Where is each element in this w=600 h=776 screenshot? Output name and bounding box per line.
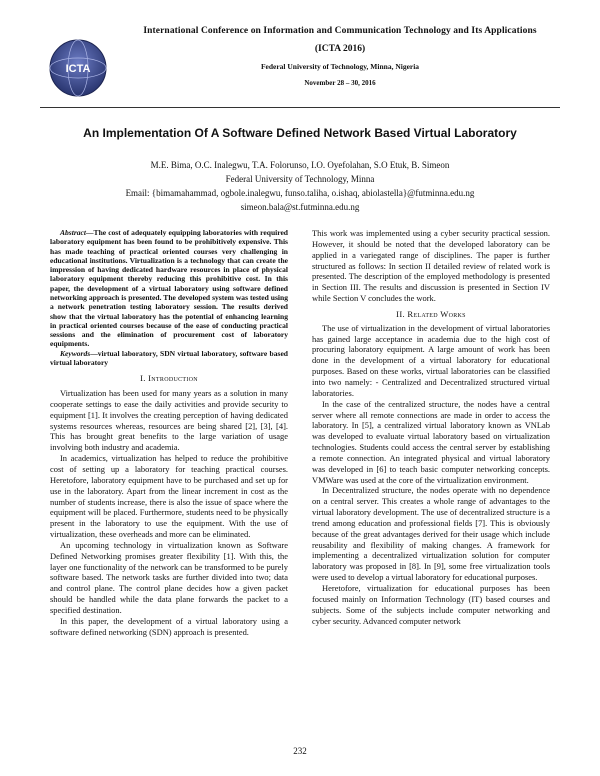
abstract-text: —The cost of adequately equipping laboratories with required laboratory equipment has been found to be prohibitively expensive. This has made teaching of practical oriented courses very challenging in educational institutions. Virtualization is a technology that can create the impression of having dedicated hardware resources in place of physical laboratory equipment thereby reducing this prohibitive cost. In this paper, the development of a virtual laboratory using software defined networking approach is presented. The developed system was tested using a network penetration testing laboratory session. The results derived show that the virtual laboratory has the potential of enhancing learning in practical oriented courses because of the ease of conducting practical sessions and the elimination of procurement cost of laboratory equipments.	[50, 228, 288, 349]
keywords-label: Keywords	[60, 348, 91, 358]
paragraph: The use of virtualization in the development of virtual laboratories has gained large acceptance in academia due to the high cost of procuring laboratory equipment. A large amount of work has been done in the development of a virtual laboratory for educational purposes. Based on these works, virtual laboratories can be classified into two namely: - Centralized and Decentralized structured virtual laboratories.	[312, 322, 550, 398]
keywords-text: —virtual laboratory, SDN virtual laboratory, software based virtual laboratory	[50, 348, 288, 367]
right-column	[312, 228, 550, 626]
conference-header	[40, 20, 560, 106]
section-number: II.	[396, 308, 405, 319]
paragraph: In the case of the centralized structure, the nodes have a central server where all remote connections are made in order to access the laboratory. In [5], a centralized virtual laboratory known as VNLab was developed to evaluate virtual laboratory based on virtualization technologies. Students could access the central server by establishing a remote connection. An integrated physical and virtual laboratory was developed in [6] to teach basic computer networking concepts. VMWare was used at the core of the virtualization environment.	[312, 398, 550, 485]
affiliation: Federal University of Technology, Minna	[225, 174, 375, 184]
section-title: Introduction	[148, 373, 198, 384]
conference-logo	[48, 38, 108, 98]
svg-text:ICTA: ICTA	[65, 63, 91, 75]
page-number: 232	[293, 746, 307, 756]
paragraph: In academics, virtualization has helped to reduce the prohibitive cost of setting up a laboratory for teaching practical courses. Heretofore, laboratory equipment have to be purchased and set up for use in the laboratory. Apart from the linear increment in cost as the number of students increase, there is also the issue of space where the equipment will be placed. Furthermore, students need to be physically present in the laboratory to use the equipment. With the use of virtualization, these overheads and more can be eliminated.	[50, 453, 288, 540]
paragraph: Virtualization has been used for many years as a solution in many cooperate settings to ease the daily activities and provide security to equipment [1]. It involves the creating perception of having dedicated systems resources whereas, resources are being shared [2], [3], [4]. This has brought great benefits to the large variation of usage involving both industry and academia.	[50, 388, 288, 453]
paragraph: In Decentralized structure, the nodes operate with no dependence on a central server. This creates a whole range of advantages to the virtual laboratory development. The use of decentralized structure is a trend among education and professional fields [7]. This is obviously because of the great advantages derived for their usage which include reusability and flexibility of making changes. A framework for implementing a decentralized virtualization solution for computer laboratory was proposed in [8]. In [9], some free virtualization tools were used to develop a virtual laboratory for educational purposes.	[312, 485, 550, 583]
conference-dates: November 28 – 30, 2016	[304, 79, 376, 87]
conference-name: International Conference on Information and Communication Technology and Its Applications	[143, 26, 537, 36]
left-column	[50, 228, 288, 637]
header-divider	[40, 107, 560, 108]
paragraph: In this paper, the development of a virtual laboratory using a software defined networking (SDN) approach is presented.	[50, 615, 288, 637]
abstract	[50, 228, 288, 349]
email-line-2: simeon.bala@st.futminna.edu.ng	[240, 202, 360, 212]
email-line-1: Email: {bimamahammad, ogbole.inalegwu, funso.taliha, o.ishaq, abiolastella}@futminna.edu.ng	[125, 188, 475, 198]
section-number: I.	[140, 373, 146, 384]
section-heading-introduction	[50, 373, 288, 384]
conference-acronym: (ICTA 2016)	[314, 44, 366, 54]
paper-title: An Implementation Of A Software Defined Network Based Virtual Laboratory	[83, 126, 517, 140]
paragraph: Heretofore, virtualization for educational purposes has been focused mainly on Information Technology (IT) based courses and subjects. Some of the subjects include computer networking and cyber security. Advanced computer network	[312, 583, 550, 626]
conference-info	[130, 26, 550, 87]
paragraph: This work was implemented using a cyber security practical session. However, it should be noted that the developed laboratory can be applied in a variegated range of disciplines. The paper is further structured as follows: In section II detailed review of related work is presented. The description of the employed methodology is presented in Section III. The results and discussion is presented in Section IV while Section V concludes the work.	[312, 228, 550, 304]
section-title: Related Works	[407, 308, 466, 319]
author-list: M.E. Bima, O.C. Inalegwu, T.A. Folorunso, I.O. Oyefolahan, S.O Etuk, B. Simeon	[150, 160, 450, 170]
keywords	[50, 349, 288, 368]
abstract-label: Abstract	[60, 228, 86, 237]
section-heading-related-works	[312, 309, 550, 320]
paragraph: An upcoming technology in virtualization known as Software Defined Networking promises greater flexibility [1]. With this, the layer one functionality of the network can be transformed to be purely software based. The network tasks are further divided into two; data and control plane. The control plane decides how a given packet should be handled while the data plane forwards the packet to a specified destination.	[50, 539, 288, 615]
conference-venue: Federal University of Technology, Minna, Nigeria	[260, 62, 420, 71]
